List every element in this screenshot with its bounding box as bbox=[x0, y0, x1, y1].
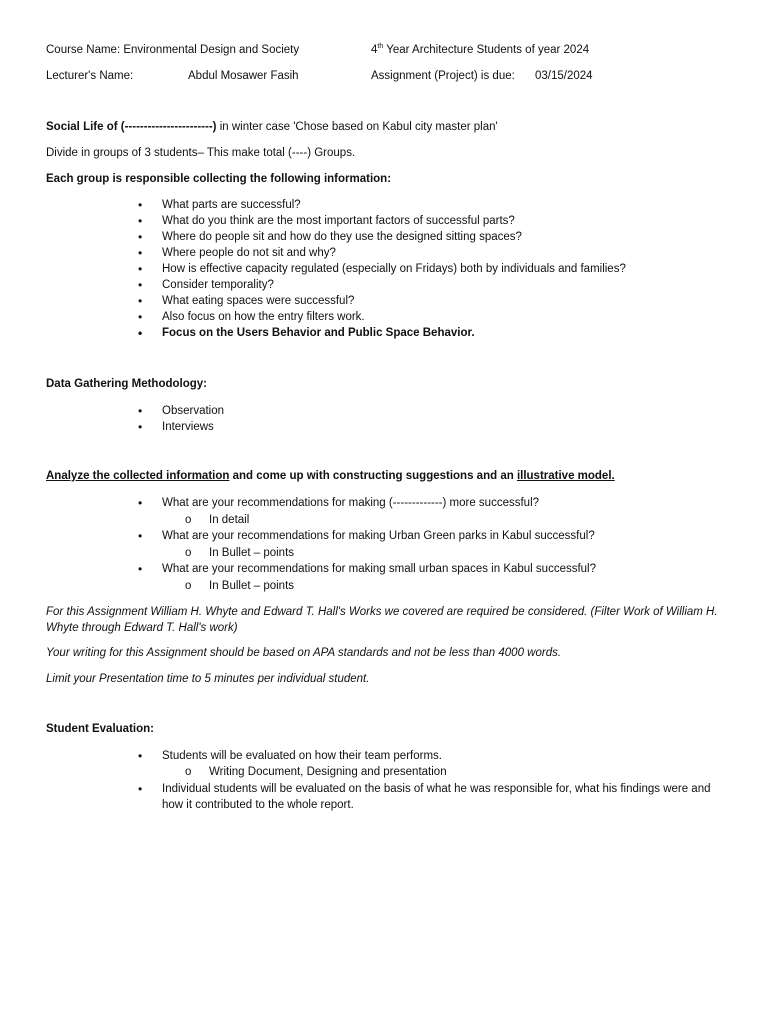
evaluation-item bbox=[138, 781, 718, 813]
sub-item: o In Bullet – points bbox=[185, 545, 294, 561]
methodology-list bbox=[138, 403, 224, 435]
list-item: • Consider temporality? bbox=[138, 277, 626, 293]
questions-list bbox=[138, 197, 626, 341]
methodology-heading: Data Gathering Methodology: bbox=[46, 378, 207, 390]
note-apa: Your writing for this Assignment should be based on APA standards and not be less than 4000 words. bbox=[46, 647, 562, 659]
title-bold: Social Life of (-----------------------) bbox=[46, 121, 217, 133]
list-item: • What parts are successful? bbox=[138, 197, 626, 213]
heading-part3: illustrative model. bbox=[516, 470, 615, 482]
year-rest: Year Architecture Students of year 2024 bbox=[383, 44, 590, 56]
due-label: Assignment (Project) is due: bbox=[371, 70, 515, 82]
list-item: • What are your recommendations for making (-------------) more successful? bbox=[138, 495, 539, 511]
focus-item: • Focus on the Users Behavior and Public Space Behavior. bbox=[138, 325, 626, 341]
note-presentation: Limit your Presentation time to 5 minutes per individual student. bbox=[46, 673, 370, 685]
responsibility-heading: Each group is responsible collecting the following information: bbox=[46, 173, 392, 185]
list-item: • How is effective capacity regulated (especially on Fridays) both by individuals and families? bbox=[138, 261, 626, 277]
list-item: • What do you think are the most important factors of successful parts? bbox=[138, 213, 626, 229]
recommendation-item bbox=[138, 495, 539, 511]
evaluation-item bbox=[138, 748, 442, 764]
recommendation-item bbox=[138, 561, 596, 577]
evaluation-heading: Student Evaluation: bbox=[46, 723, 154, 735]
heading-part1: Analyze the collected information bbox=[46, 470, 230, 482]
sub-item: o In Bullet – points bbox=[185, 578, 294, 594]
note-whyte-hall: For this Assignment William H. Whyte and Edward T. Hall's Works we covered are required be considered. (Filter Work of William H. Whyte through Edward T. Hall's work) bbox=[46, 606, 718, 634]
list-item: • What are your recommendations for making small urban spaces in Kabul successful? bbox=[138, 561, 596, 577]
groups-line: Divide in groups of 3 students– This make total (----) Groups. bbox=[46, 147, 356, 159]
recommendation-item bbox=[138, 528, 595, 544]
year-number: 4 bbox=[371, 44, 378, 56]
assignment-title bbox=[46, 121, 498, 133]
lecturer-name: Abdul Mosawer Fasih bbox=[188, 70, 299, 82]
list-item: • Students will be evaluated on how their team performs. bbox=[138, 748, 442, 764]
list-item: • Interviews bbox=[138, 419, 224, 435]
list-item: • Where do people sit and how do they use the designed sitting spaces? bbox=[138, 229, 626, 245]
analysis-heading bbox=[46, 470, 615, 482]
heading-part2: and come up with constructing suggestions and an bbox=[229, 470, 517, 482]
lecturer-label: Lecturer's Name: bbox=[46, 70, 134, 82]
student-year bbox=[371, 44, 589, 56]
list-item: • Individual students will be evaluated on the basis of what he was responsible for, what his findings were and how it contributed to the whole report. bbox=[138, 781, 718, 813]
course-name: Course Name: Environmental Design and Society bbox=[46, 44, 300, 56]
sub-item: o In detail bbox=[185, 512, 249, 528]
year-suffix: th bbox=[377, 43, 384, 51]
list-item: • Where people do not sit and why? bbox=[138, 245, 626, 261]
list-item: • Also focus on how the entry filters work. bbox=[138, 309, 626, 325]
due-date: 03/15/2024 bbox=[535, 70, 593, 82]
sub-item: o Writing Document, Designing and presentation bbox=[185, 764, 447, 780]
title-rest: in winter case 'Chose based on Kabul city master plan' bbox=[216, 121, 498, 133]
list-item: • Observation bbox=[138, 403, 224, 419]
list-item: • What are your recommendations for making Urban Green parks in Kabul successful? bbox=[138, 528, 595, 544]
list-item: • What eating spaces were successful? bbox=[138, 293, 626, 309]
